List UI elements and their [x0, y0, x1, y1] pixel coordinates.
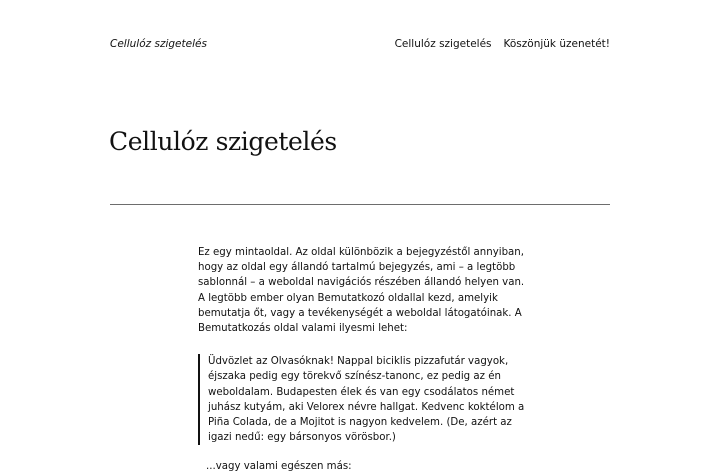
sample-quote — [198, 354, 528, 445]
nav-item-cellulose-insulation[interactable]: Cellulóz szigetelés — [394, 38, 492, 50]
entry-content — [198, 245, 528, 475]
after-quote-text: ...vagy valami egészen más: — [206, 461, 352, 473]
primary-nav — [395, 37, 610, 51]
site-title-link[interactable]: Cellulóz szigetelés — [110, 38, 207, 50]
intro-paragraph: Ez egy mintaoldal. Az oldal különbözik a bejegyzéstől annyiban, hogy az oldal egy állandó tartalmú bejegyzés, ami – a legtöbb sablonnál – a weboldal navigációs részében állandó helyen van. A legtöbb ember olyan Bemutatkozó oldallal kezd, amelyik bemutatja őt, vagy a tevékenységét a weboldal látogatóinak. A Bemutatkozás oldal valami ilyesmi lehet: — [198, 247, 525, 335]
page-title: Cellulóz szigetelés — [109, 127, 337, 156]
title-separator — [110, 204, 610, 205]
site-header — [110, 37, 610, 51]
nav-item-thank-you[interactable]: Köszönjük üzenetét! — [503, 38, 610, 50]
quote-text: Üdvözlet az Olvasóknak! Nappal biciklis pizzafutár vagyok, éjszaka pedig egy törekvő színész-tanonc, ez pedig az én weboldalam. Budapesten élek és van egy csodálatos német juhász kutyám, aki Velorex névre hallgat. Kedvenc koktélom a Piña Colada, de a Mojitot is nagyon kedvelem. (De, azért az igazi nedű: egy bársonyos vörösbor.) — [208, 356, 525, 444]
